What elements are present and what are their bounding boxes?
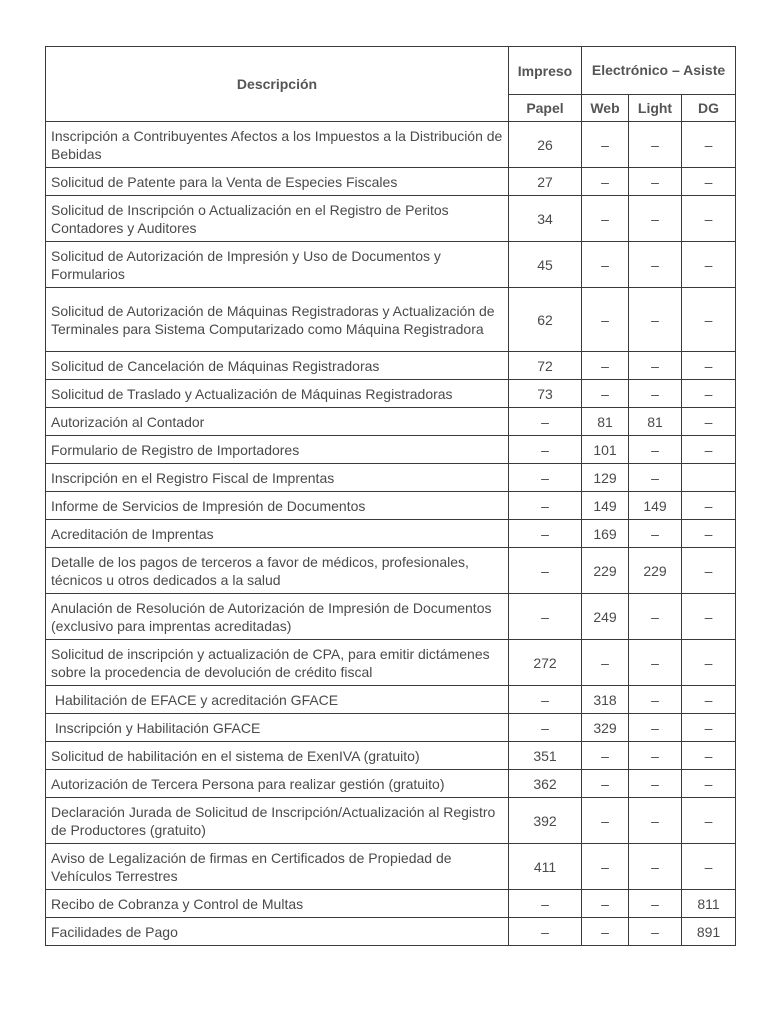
row-paper-form: – [509, 918, 582, 946]
row-light-form: – [629, 464, 682, 492]
row-web-form: 229 [582, 548, 629, 594]
table-row [46, 770, 736, 798]
row-dg-form [682, 464, 736, 492]
row-paper-form: 73 [509, 380, 582, 408]
table-body [46, 122, 736, 946]
row-web-form: – [582, 798, 629, 844]
row-paper-form: 62 [509, 288, 582, 352]
row-dg-form: – [682, 122, 736, 168]
row-paper-form: 72 [509, 352, 582, 380]
row-light-form: – [629, 168, 682, 196]
row-dg-form: 811 [682, 890, 736, 918]
row-web-form: 149 [582, 492, 629, 520]
row-web-form: – [582, 196, 629, 242]
header-description: Descripción [46, 47, 509, 122]
row-paper-form: 27 [509, 168, 582, 196]
row-description: Formulario de Registro de Importadores [46, 436, 509, 464]
row-web-form: 249 [582, 594, 629, 640]
table-row [46, 408, 736, 436]
header-light: Light [629, 95, 682, 122]
row-dg-form: – [682, 714, 736, 742]
row-paper-form: – [509, 594, 582, 640]
row-paper-form: 392 [509, 798, 582, 844]
row-web-form: 101 [582, 436, 629, 464]
row-dg-form: 891 [682, 918, 736, 946]
row-dg-form: – [682, 594, 736, 640]
header-row-group [46, 47, 736, 95]
row-description: Habilitación de EFACE y acreditación GFACE [46, 686, 509, 714]
row-description: Recibo de Cobranza y Control de Multas [46, 890, 509, 918]
header-web: Web [582, 95, 629, 122]
row-dg-form: – [682, 742, 736, 770]
row-web-form: – [582, 168, 629, 196]
row-dg-form: – [682, 798, 736, 844]
row-paper-form: – [509, 520, 582, 548]
row-paper-form: – [509, 714, 582, 742]
row-description: Solicitud de inscripción y actualización de CPA, para emitir dictámenes sobre la procedencia de devolución de crédito fiscal [46, 640, 509, 686]
table-row [46, 380, 736, 408]
row-light-form: – [629, 798, 682, 844]
row-light-form: – [629, 196, 682, 242]
row-description: Solicitud de Patente para la Venta de Especies Fiscales [46, 168, 509, 196]
row-description: Solicitud de habilitación en el sistema de ExenIVA (gratuito) [46, 742, 509, 770]
row-description: Aviso de Legalización de firmas en Certificados de Propiedad de Vehículos Terrestres [46, 844, 509, 890]
row-dg-form: – [682, 492, 736, 520]
row-paper-form: – [509, 548, 582, 594]
row-web-form: – [582, 352, 629, 380]
row-paper-form: 351 [509, 742, 582, 770]
row-light-form: – [629, 436, 682, 464]
row-paper-form: – [509, 408, 582, 436]
row-description: Inscripción a Contribuyentes Afectos a los Impuestos a la Distribución de Bebidas [46, 122, 509, 168]
row-paper-form: – [509, 890, 582, 918]
row-web-form: – [582, 844, 629, 890]
table-row [46, 168, 736, 196]
table-row [46, 742, 736, 770]
table-row [46, 520, 736, 548]
row-paper-form: 272 [509, 640, 582, 686]
row-description: Solicitud de Cancelación de Máquinas Registradoras [46, 352, 509, 380]
table-row [46, 686, 736, 714]
row-web-form: – [582, 242, 629, 288]
row-web-form: – [582, 288, 629, 352]
row-light-form: – [629, 520, 682, 548]
row-light-form: 81 [629, 408, 682, 436]
row-paper-form: – [509, 464, 582, 492]
row-dg-form: – [682, 520, 736, 548]
row-web-form: – [582, 380, 629, 408]
header-electronic: Electrónico – Asiste [582, 47, 736, 95]
row-web-form: – [582, 742, 629, 770]
row-dg-form: – [682, 686, 736, 714]
row-paper-form: 34 [509, 196, 582, 242]
header-printed: Impreso [509, 47, 582, 95]
row-dg-form: – [682, 288, 736, 352]
row-paper-form: 26 [509, 122, 582, 168]
row-dg-form: – [682, 168, 736, 196]
row-light-form: – [629, 122, 682, 168]
row-description: Solicitud de Autorización de Impresión y Uso de Documentos y Formularios [46, 242, 509, 288]
row-light-form: – [629, 380, 682, 408]
header-paper: Papel [509, 95, 582, 122]
table-row [46, 492, 736, 520]
row-paper-form: 362 [509, 770, 582, 798]
row-dg-form: – [682, 352, 736, 380]
table-row [46, 714, 736, 742]
table-row [46, 798, 736, 844]
table-row [46, 196, 736, 242]
row-description: Detalle de los pagos de terceros a favor de médicos, profesionales, técnicos u otros dedicados a la salud [46, 548, 509, 594]
row-dg-form: – [682, 844, 736, 890]
row-description: Autorización al Contador [46, 408, 509, 436]
table-row [46, 918, 736, 946]
row-web-form: 169 [582, 520, 629, 548]
table-header [46, 47, 736, 122]
row-description: Solicitud de Traslado y Actualización de Máquinas Registradoras [46, 380, 509, 408]
row-dg-form: – [682, 770, 736, 798]
row-web-form: – [582, 640, 629, 686]
row-web-form: 129 [582, 464, 629, 492]
row-description: Anulación de Resolución de Autorización de Impresión de Documentos (exclusivo para imprentas acreditadas) [46, 594, 509, 640]
table-row [46, 890, 736, 918]
row-dg-form: – [682, 408, 736, 436]
header-dg: DG [682, 95, 736, 122]
row-dg-form: – [682, 436, 736, 464]
row-description: Declaración Jurada de Solicitud de Inscripción/Actualización al Registro de Productores (gratuito) [46, 798, 509, 844]
row-light-form: 149 [629, 492, 682, 520]
row-paper-form: – [509, 492, 582, 520]
row-dg-form: – [682, 380, 736, 408]
row-web-form: – [582, 918, 629, 946]
row-light-form: – [629, 686, 682, 714]
row-light-form: – [629, 714, 682, 742]
table-row [46, 242, 736, 288]
row-description: Inscripción en el Registro Fiscal de Imprentas [46, 464, 509, 492]
row-description: Solicitud de Autorización de Máquinas Registradoras y Actualización de Terminales para Sistema Computarizado como Máquina Registradora [46, 288, 509, 352]
row-paper-form: – [509, 436, 582, 464]
row-web-form: – [582, 122, 629, 168]
row-light-form: – [629, 844, 682, 890]
row-web-form: 329 [582, 714, 629, 742]
row-dg-form: – [682, 242, 736, 288]
row-paper-form: 411 [509, 844, 582, 890]
row-web-form: 318 [582, 686, 629, 714]
table-row [46, 122, 736, 168]
row-light-form: – [629, 640, 682, 686]
row-description: Inscripción y Habilitación GFACE [46, 714, 509, 742]
row-dg-form: – [682, 640, 736, 686]
row-light-form: – [629, 918, 682, 946]
row-light-form: – [629, 288, 682, 352]
table-row [46, 640, 736, 686]
table-row [46, 464, 736, 492]
row-dg-form: – [682, 548, 736, 594]
table-row [46, 352, 736, 380]
row-light-form: – [629, 242, 682, 288]
row-light-form: – [629, 770, 682, 798]
table-row [46, 844, 736, 890]
row-description: Acreditación de Imprentas [46, 520, 509, 548]
row-dg-form: – [682, 196, 736, 242]
row-light-form: – [629, 742, 682, 770]
row-description: Solicitud de Inscripción o Actualización en el Registro de Peritos Contadores y Auditores [46, 196, 509, 242]
row-light-form: – [629, 352, 682, 380]
forms-table [45, 46, 736, 946]
row-light-form: 229 [629, 548, 682, 594]
table-row [46, 436, 736, 464]
row-light-form: – [629, 890, 682, 918]
table-row [46, 594, 736, 640]
table-row [46, 288, 736, 352]
table-row [46, 548, 736, 594]
row-paper-form: 45 [509, 242, 582, 288]
row-paper-form: – [509, 686, 582, 714]
row-light-form: – [629, 594, 682, 640]
row-description: Autorización de Tercera Persona para realizar gestión (gratuito) [46, 770, 509, 798]
row-web-form: – [582, 770, 629, 798]
row-description: Informe de Servicios de Impresión de Documentos [46, 492, 509, 520]
row-description: Facilidades de Pago [46, 918, 509, 946]
row-web-form: 81 [582, 408, 629, 436]
row-web-form: – [582, 890, 629, 918]
